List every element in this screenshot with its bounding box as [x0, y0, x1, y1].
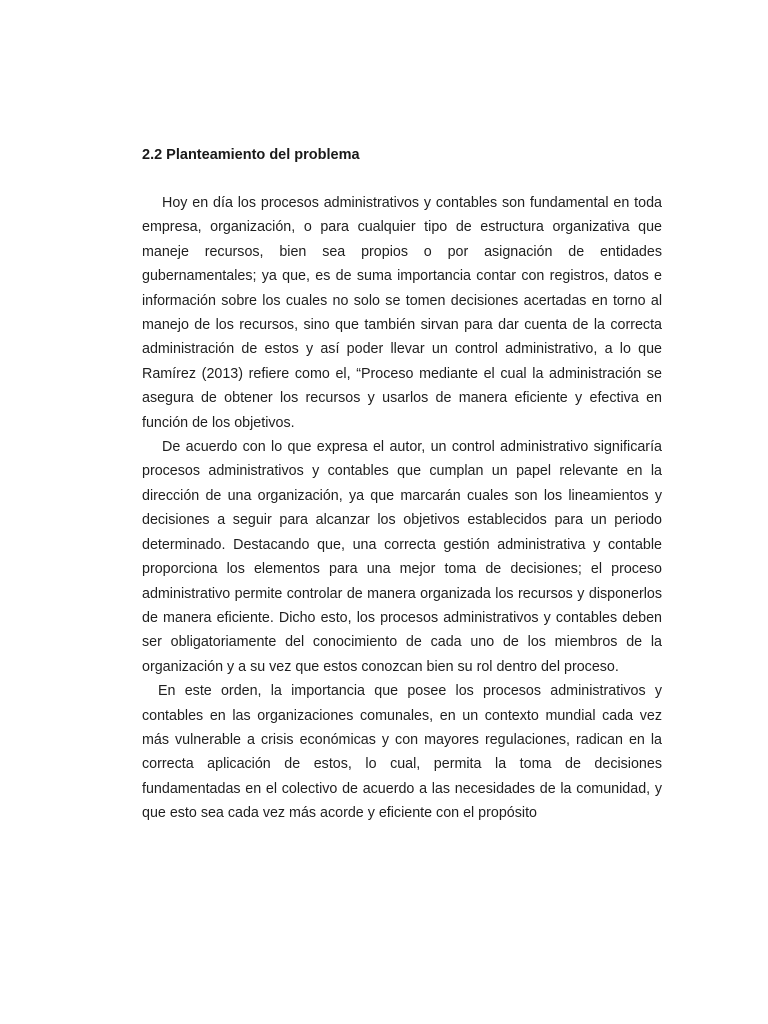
section-body	[142, 191, 662, 826]
paragraph-2: De acuerdo con lo que expresa el autor, un control administrativo significaría procesos administrativos y contables que cumplan un papel relevante en la dirección de una organización, ya que marcarán cuales son los lineamientos y decisiones a seguir para alcanzar los objetivos establecidos para un periodo determinado. Destacando que, una correcta gestión administrativa y contable proporciona los elementos para una mejor toma de decisiones; el proceso administrativo permite controlar de manera organizada los recursos y disponerlos de manera eficiente. Dicho esto, los procesos administrativos y contables deben ser obligatoriamente del conocimiento de cada uno de los miembros de la organización y a su vez que estos conozcan bien su rol dentro del proceso.	[142, 439, 662, 675]
section-heading: 2.2 Planteamiento del problema	[142, 147, 360, 163]
paragraph-3: En este orden, la importancia que posee los procesos administrativos y contables en las organizaciones comunales, en un contexto mundial cada vez más vulnerable a crisis económicas y con mayores regulaciones, radican en la correcta aplicación de estos, lo cual, permita la toma de decisiones fundamentadas en el colectivo de acuerdo a las necesidades de la comunidad, y que esto sea cada vez más acorde y eficiente con el propósito	[142, 683, 662, 822]
paragraph-1: Hoy en día los procesos administrativos y contables son fundamental en toda empresa, organización, o para cualquier tipo de estructura organizativa que maneje recursos, bien sea propios o por asignación de entidades gubernamentales; ya que, es de suma importancia contar con registros, datos e información sobre los cuales no solo se tomen decisiones acertadas en torno al manejo de los recursos, sino que también sirvan para dar cuenta de la correcta administración de estos y así poder llevar un control administrativo, a lo que Ramírez (2013) refiere como el, “Proceso mediante el cual la administración se asegura de obtener los recursos y usarlos de manera eficiente y efectiva en función de los objetivos.	[142, 195, 662, 431]
